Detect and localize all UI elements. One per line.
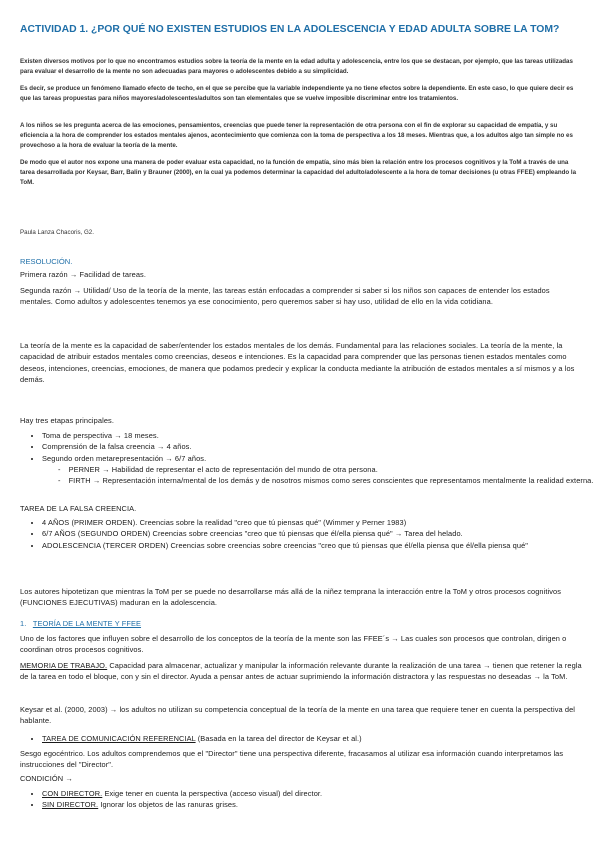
- list-item: • Segundo orden metarepresentación → 6/7 años.: [42, 453, 600, 464]
- list-item: • ADOLESCENCIA (TERCER ORDEN) Creencias sobre creencias sobre creencias "creo que tú piensas que él/ella piensa que él/ella piensa qué": [42, 540, 600, 551]
- ffee-paragraph: Uno de los factores que influyen sobre el desarrollo de los conceptos de la teoría de la mente son las FFEE´s → Las cuales son procesos que controlan, dirigen o coordinan otros procesos cognitivos.: [20, 634, 567, 655]
- sin-director-label: SIN DIRECTOR.: [42, 800, 99, 810]
- intro-paragraph-4: De modo que el autor nos expone una manera de poder evaluar esta capacidad, no la función de empatía, sino más bien la relación entre los procesos cognitivos y la ToM a través de una tarea desarrollada por Keysar, Barr, Balin y Brauner (2000), en la cual ya podemos determinar la capacidad del adulto/adolescente a la hora de tomar decisiones (u otras FFEE) empleando la ToM.: [20, 159, 577, 186]
- memoria-label: MEMORIA DE TRABAJO.: [20, 661, 108, 670]
- teoria-paragraph: La teoría de la mente es la capacidad de saber/entender los estados mentales de los demás. Fundamental para las relaciones sociales. La teoría de la mente, la capacidad de atribuir estados mentales como creencias, deseos e intenciones. Es la capacidad para comprender que las personas tienen estados mentales como deseos, intenciones, creencias, emociones, de manera que podamos predecir y explicar la conducta mediante la atribución de estados mentales a sí mismos y a los demás.: [20, 341, 575, 384]
- list-item: [42, 799, 600, 810]
- section-number: 1.: [20, 619, 27, 628]
- etapas-list: [20, 430, 600, 464]
- etapas-intro: Hay tres etapas principales.: [20, 416, 114, 425]
- list-item: - PERNER → Habilidad de representar el acto de representación del mundo de otra persona.: [70, 464, 600, 475]
- list-item: • 4 AÑOS (PRIMER ORDEN). Creencias sobre la realidad "creo que tú piensas qué" (Wimmer y Perner 1983): [42, 517, 600, 528]
- subetapas-list: [20, 464, 600, 487]
- primera-razon: Primera razón → Facilidad de tareas.: [20, 270, 147, 279]
- keysar-paragraph: Keysar et al. (2000, 2003) → los adultos no utilizan su competencia conceptual de la teoría de la mente en una tarea que requiere tener en cuenta la perspectiva del hablante.: [20, 705, 576, 726]
- page-title: ACTIVIDAD 1. ¿POR QUÉ NO EXISTEN ESTUDIOS EN LA ADOLESCENCIA Y EDAD ADULTA SOBRE LA TOM?: [20, 24, 560, 35]
- section-title: TEORÍA DE LA MENTE Y FFEE: [32, 619, 142, 628]
- segunda-razon: Segunda razón → Utilidad/ Uso de la teoría de la mente, las tareas están enfocadas a comprender si saber si los niños son capaces de entender los estados mentales. Como adultos y adolescentes tenemos ya ese conocimiento, pero queremos saber si hay uso, utilidad de ello en la vida cotidiana.: [20, 286, 550, 307]
- list-item: • Toma de perspectiva → 18 meses.: [42, 430, 600, 441]
- list-item: - FIRTH → Representación interna/mental de los demás y de nosotros mismos como seres conscientes que representamos mentalmente la realidad externa.: [70, 475, 600, 486]
- memoria-text: Capacidad para almacenar, actualizar y manipular la información relevante durante la realización de una tarea → tienen que retener la regla de la tarea en todo el bloque, con y sin el director. Ayuda a pensar antes de actuar suprimiendo la información distractora y las respuestas no deseadas → la ToM.: [20, 661, 582, 682]
- tarea-label: TAREA DE COMUNICACIÓN REFERENCIAL: [42, 734, 196, 743]
- tarea-list: [20, 733, 600, 744]
- list-item: • Comprensión de la falsa creencia → 4 años.: [42, 441, 600, 452]
- falsa-creencia-heading: TAREA DE LA FALSA CREENCIA.: [20, 504, 137, 513]
- list-item: [42, 733, 600, 744]
- tarea-text: (Basada en la tarea del director de Keysar et al.): [195, 734, 362, 743]
- memoria-paragraph: [20, 660, 582, 683]
- resolucion-heading: RESOLUCIÓN.: [20, 257, 73, 266]
- sin-director-text: Ignorar los objetos de las ranuras grises.: [98, 800, 239, 810]
- intro-paragraph-2: Es decir, se produce un fenómeno llamado efecto de techo, en el que se percibe que la variable independiente ya no tiene efectos sobre la dependiente. En este caso, lo que quiere decir es que las tareas propuestas para niños mayores/adolescentes/adultos son tan elementales que se vuelve imposible discriminar entre los tratamientos.: [20, 85, 574, 102]
- con-director-label: CON DIRECTOR.: [42, 789, 103, 798]
- intro-paragraph-3: A los niños se les pregunta acerca de las emociones, pensamientos, creencias que puede tener la representación de otra persona con el fin de explorar su capacidad de empatía, y su eficiencia a la hora de comprender los estados mentales ajenos, acontecimiento que comienza con la toma de perspectiva a los 18 meses. Mientras que, a los adultos algo tan simple no es provechoso a la hora de evaluar la teoría de la mente.: [20, 122, 573, 149]
- con-director-text: Exige tener en cuenta la perspectiva (acceso visual) del director.: [102, 789, 323, 798]
- section-1-heading: [20, 618, 582, 629]
- list-item: [42, 788, 600, 799]
- falsa-creencia-list: [20, 517, 600, 551]
- condicion-label: CONDICIÓN →: [20, 774, 73, 783]
- list-item: • 6/7 AÑOS (SEGUNDO ORDEN) Creencias sobre creencias "creo que tú piensas que él/ella piensa qué" → Tarea del helado.: [42, 528, 600, 539]
- condicion-list: [20, 788, 600, 811]
- author-line: Paula Lanza Chacoris, G2.: [20, 229, 94, 236]
- hipotesis-paragraph: Los autores hipotetizan que mientras la ToM per se puede no desarrollarse más allá de la niñez temprana la interacción entre la ToM y otros procesos cognitivos (FUNCIONES EJECUTIVAS) maduran en la adolescencia.: [20, 587, 562, 608]
- intro-paragraph-1: Existen diversos motivos por lo que no encontramos estudios sobre la teoría de la mente en la edad adulta y adolescencia, entre los que se destacan, por ejemplo, que las tareas utilizadas para evaluar el desarrollo de la mente no son adecuadas para mayores o adolescentes debido a su simplicidad.: [20, 58, 573, 75]
- sesgo-paragraph: Sesgo egocéntrico. Los adultos comprendemos que el "Director" tiene una perspectiva diferente, fracasamos al utilizar esa información cuando interpretamos las instrucciones del "Director".: [20, 749, 564, 770]
